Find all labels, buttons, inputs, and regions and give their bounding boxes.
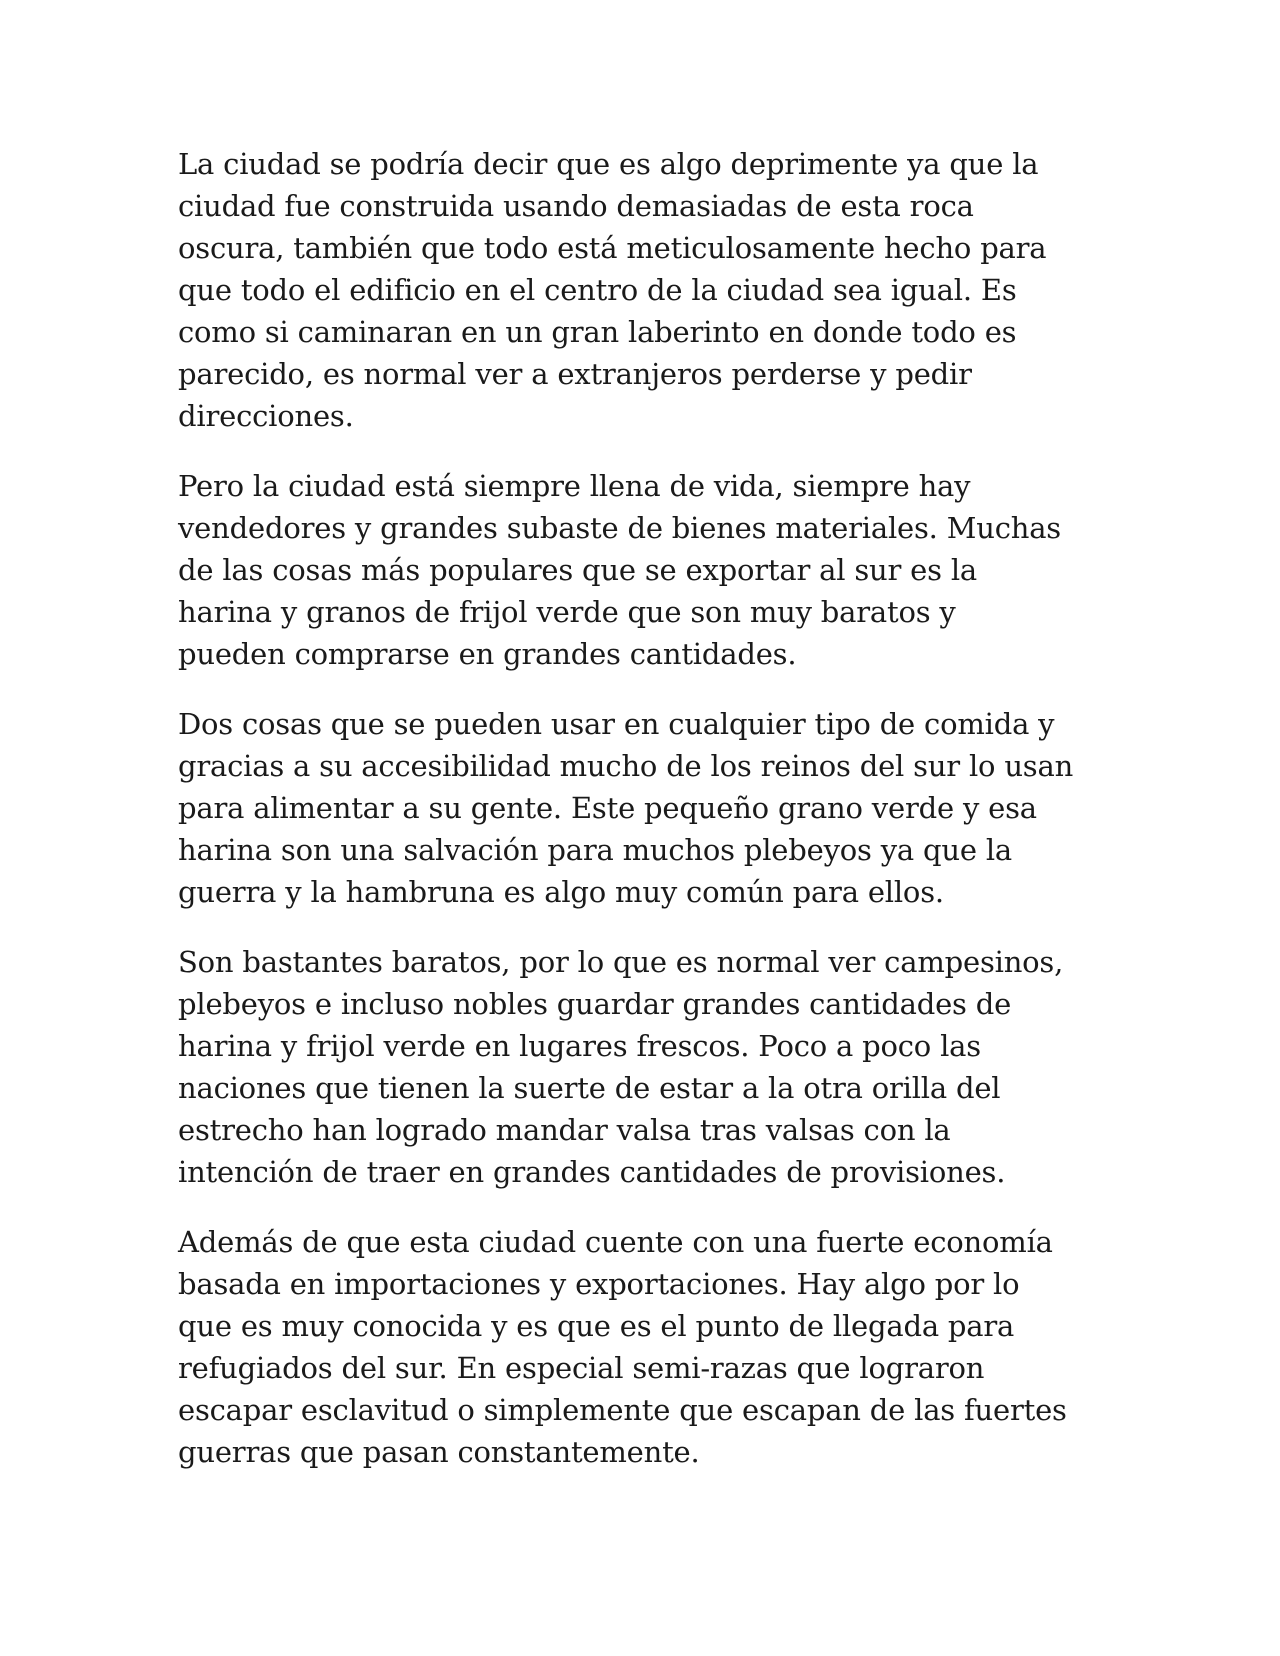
paragraph-5: Además de que esta ciudad cuente con una fuerte economía basada en importaciones y exportaciones. Hay algo por lo que es muy conocida y es que es el punto de llegada para refugiados del sur. En especial semi-razas que lograron escapar esclavitud o simplemente que escapan de las fuertes guerras que pasan constantemente.	[178, 1225, 1067, 1469]
paragraph-1: La ciudad se podría decir que es algo deprimente ya que la ciudad fue construida usando demasiadas de esta roca oscura, también que todo está meticulosamente hecho para que todo el edificio en el centro de la ciudad sea igual. Es como si caminaran en un gran laberinto en donde todo es parecido, es normal ver a extranjeros perderse y pedir direcciones.	[178, 147, 1047, 433]
paragraph-4: Son bastantes baratos, por lo que es normal ver campesinos, plebeyos e incluso nobles guardar grandes cantidades de harina y frijol verde en lugares frescos. Poco a poco las naciones que tienen la suerte de estar a la otra orilla del estrecho han logrado mandar valsa tras valsas con la intención de traer en grandes cantidades de provisiones.	[178, 945, 1064, 1189]
paragraph-2: Pero la ciudad está siempre llena de vida, siempre hay vendedores y grandes subaste de bienes materiales. Muchas de las cosas más populares que se exportar al sur es la harina y granos de frijol verde que son muy baratos y pueden comprarse en grandes cantidades.	[178, 469, 1061, 671]
document-page	[178, 143, 1108, 1473]
paragraph-3: Dos cosas que se pueden usar en cualquier tipo de comida y gracias a su accesibilidad mucho de los reinos del sur lo usan para alimentar a su gente. Este pequeño grano verde y esa harina son una salvación para muchos plebeyos ya que la guerra y la hambruna es algo muy común para ellos.	[178, 707, 1074, 909]
